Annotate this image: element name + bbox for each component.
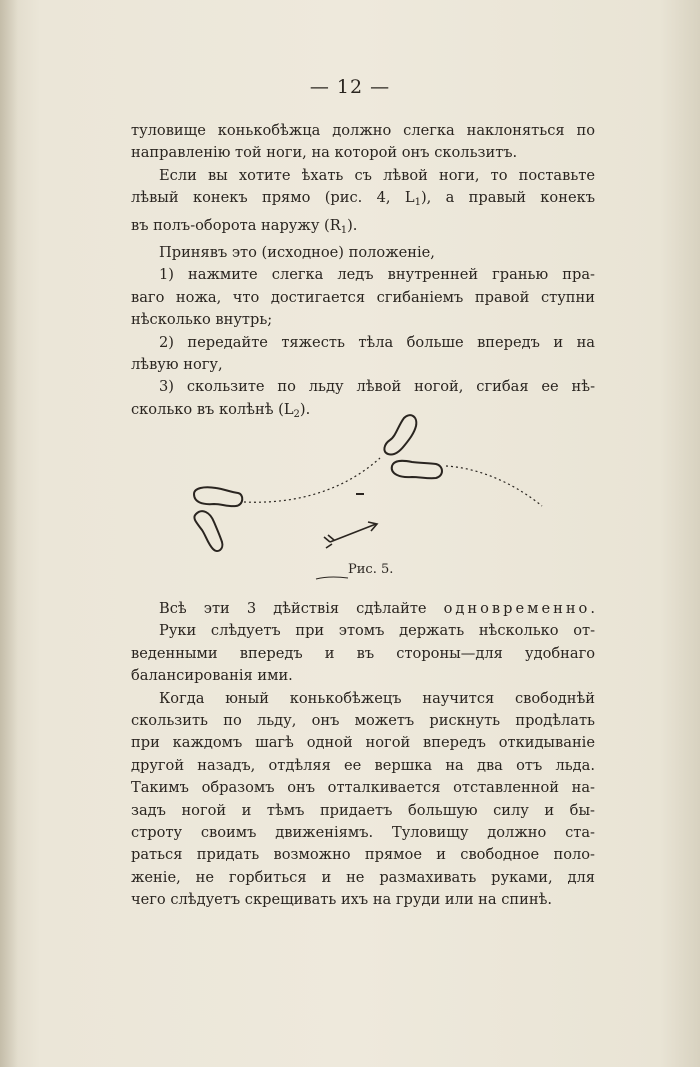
text-line: веденными впередъ и въ стороны—для удобнаго [131, 644, 595, 662]
text-line: направленію той ноги, на которой онъ скользитъ. [131, 144, 518, 162]
text-line: лѣвую ногу, [131, 356, 223, 374]
text-line: 3) скользите по льду лѣвой ногой, сгибая ее нѣ- [159, 378, 595, 396]
text-line: строту своимъ движеніямъ. Туловищу должно ста- [131, 824, 595, 842]
text-line: Руки слѣдуетъ при этомъ держать нѣсколько от- [159, 622, 595, 640]
text-line: чего слѣдуетъ скрещивать ихъ на груди или на спинѣ. [131, 891, 553, 909]
text-line: Всѣ эти 3 дѣйствія сдѣлайте одновременно. [159, 600, 595, 617]
page-number: — 12 — [309, 76, 391, 98]
text-block-top [131, 120, 595, 426]
text-block-bottom [131, 598, 595, 912]
spine-shadow [0, 0, 18, 1067]
text-line: раться придать возможно прямое и свободное поло- [131, 846, 595, 864]
direction-arrow [324, 522, 377, 548]
right-foot-print [194, 511, 222, 551]
text-line: Если вы хотите ѣхать съ лѣвой ноги, то поставьте [159, 166, 595, 184]
left-foot-print [194, 487, 242, 506]
text-line: Когда юный конькобѣжецъ научится свободнѣй [159, 689, 595, 707]
text-line: 2) передайте тяжесть тѣла больше впередъ и на [159, 333, 595, 351]
text-line: другой назадъ, отдѣляя ее вершка на два отъ льда. [131, 756, 595, 774]
text-line: женіе, не горбиться и не размахивать руками, для [131, 868, 595, 886]
upper-foot-print [384, 415, 416, 454]
text-line: туловище конькобѣжца должно слегка наклоняться по [131, 122, 595, 139]
skate-footprints-figure [180, 408, 560, 588]
text-line: при каждомъ шагѣ одной ногой впередъ откидываніе [131, 734, 595, 752]
text-line: лѣвый конекъ прямо (рис. 4, $L_1$), а правый конекъ [131, 189, 595, 209]
text-line: Принявъ это (исходное) положеніе, [159, 244, 435, 262]
text-line: 1) нажмите слегка ледъ внутренней гранью пра- [159, 266, 595, 284]
figure-caption: Рис. 5. [348, 562, 394, 577]
text-line: Такимъ образомъ онъ отталкивается отставленной на- [131, 779, 595, 797]
trajectory-line-2 [446, 466, 542, 506]
text-line: балансированія ими. [131, 667, 293, 685]
middle-foot-print [392, 461, 442, 478]
text-line: задъ ногой и тѣмъ придаетъ большую силу и бы- [131, 801, 595, 819]
text-line: нѣсколько внутрь; [131, 311, 273, 329]
text-line: сколько въ колѣнѣ $(L_2)$. [131, 400, 311, 420]
trajectory-line-1 [244, 458, 380, 502]
text-line: въ полъ-оборота наружу $(R_1)$. [131, 216, 358, 236]
text-line: скользить по льду, онъ можетъ рискнуть продѣлать [131, 712, 595, 730]
text-line: ваго ножа, что достигается сгибаніемъ правой ступни [131, 288, 595, 306]
caption-dash [316, 577, 348, 579]
